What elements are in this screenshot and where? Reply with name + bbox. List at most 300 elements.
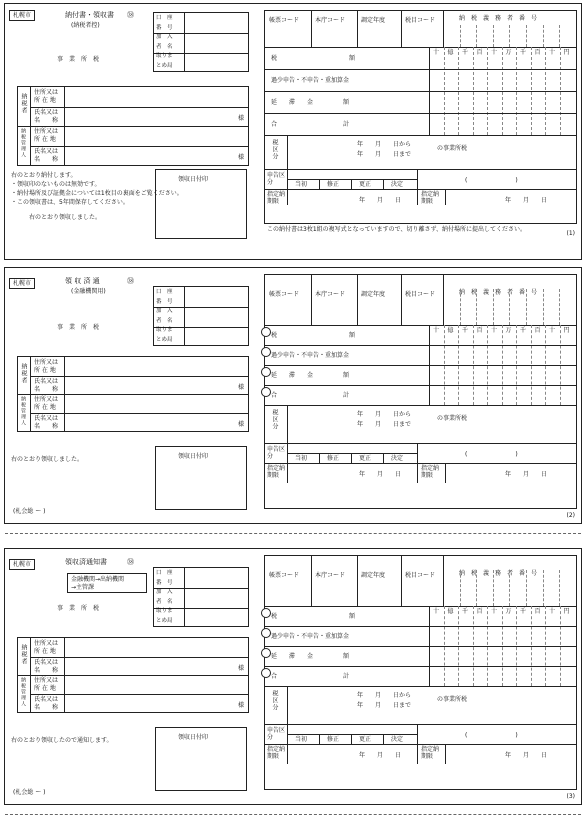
taxpayer-digit-divider (509, 25, 510, 47)
period-suffix: の事業所税 (437, 696, 468, 703)
city-label: 札幌市 (9, 10, 35, 21)
digit-unit: 十 (549, 327, 556, 334)
address-label: 住所又は (34, 640, 59, 647)
amount-row-label: 過少申告・不申告・重加算金 (271, 352, 350, 359)
amount-row-rule (265, 686, 576, 687)
stamp-box (155, 727, 247, 791)
address-label-2: 所 在 地 (34, 367, 56, 374)
amount-row-label: 合 計 (271, 392, 350, 399)
payer-side-label: 納税者 (20, 93, 27, 114)
header-col-divider (357, 556, 358, 606)
amount-row-label: 過少申告・不申告・重加算金 (271, 633, 350, 640)
row-marker (261, 608, 271, 618)
form-sheet-2 (4, 267, 582, 524)
form-badge: ㊳ (127, 11, 134, 19)
amount-row-rule (265, 135, 576, 136)
filing-type: 修正 (327, 181, 340, 188)
filing-type: 当初 (295, 181, 308, 188)
account-divider (184, 287, 185, 345)
sama-label: 様 (237, 383, 244, 391)
digit-unit: 万 (505, 49, 512, 56)
period-to: 年 月 日まで (357, 421, 412, 428)
account-row-label: 番 号 (156, 298, 173, 305)
digit-unit: 円 (563, 49, 570, 56)
footnote: この納付書は3枚1組の複写式となっていますので、切り離さず、納付場所に提出してください。 (267, 226, 527, 233)
due-ymd-2: 年 月 日 (505, 197, 548, 204)
filing-type: 決定 (391, 455, 404, 462)
digit-unit: 千 (462, 49, 469, 56)
name-label-2: 名 称 (34, 155, 59, 163)
address-label-2: 所 在 地 (34, 648, 56, 655)
due-divider (287, 744, 288, 764)
column-header: 帳票コード (269, 572, 300, 579)
account-row-label: 番 号 (156, 24, 173, 31)
digit-unit: 億 (447, 49, 454, 56)
digit-unit: 千 (462, 327, 469, 334)
tax-grid (264, 274, 577, 509)
period-rule (265, 724, 576, 725)
form-badge: ㊳ (127, 558, 134, 566)
filing-rule (265, 744, 576, 745)
filing-label: 申告区分 (267, 446, 286, 460)
filing-right-divider (417, 443, 418, 463)
period-rule (265, 443, 576, 444)
header-rule (265, 606, 576, 607)
amount-row-label: 合 計 (271, 121, 350, 128)
account-row-label: とめ局 (156, 62, 173, 69)
header-col-divider (311, 11, 312, 47)
due-label: 指定納期限 (267, 465, 286, 479)
digit-unit: 十 (549, 608, 556, 615)
taxpayer-number-header: 納 税 義 務 者 番 号 (459, 15, 538, 22)
row-rule (30, 694, 248, 695)
account-box (153, 567, 249, 627)
form-sheet-3 (4, 548, 582, 805)
filing-right-divider (417, 724, 418, 744)
account-row-label: 者 名 (156, 598, 173, 605)
row-marker (261, 387, 271, 397)
form-badge: ㊳ (127, 277, 134, 285)
form-subtitle: (金融機関用) (71, 288, 106, 295)
account-row-label: 口 座 (156, 289, 173, 295)
row-marker (261, 628, 271, 638)
column-header: 本庁コード (315, 17, 346, 24)
taxpayer-digit-divider (509, 289, 510, 325)
row-rule (30, 376, 248, 377)
column-header: 帳票コード (269, 17, 300, 24)
amount-row-label: 税 額 (271, 55, 356, 62)
statement-line: ・領収印のないものは無効です。 (11, 181, 101, 188)
filing-type-divider (319, 453, 320, 463)
account-row-label: 取りま (156, 327, 173, 333)
account-row-label: 番 号 (156, 579, 173, 586)
due-mid-divider (417, 189, 418, 205)
sama-label: 様 (237, 114, 244, 122)
block-mid (18, 126, 248, 127)
taxpayer-digit-divider (543, 25, 544, 47)
due-ymd: 年 月 日 (359, 197, 402, 204)
digit-unit: 十 (491, 608, 498, 615)
filing-type: 修正 (327, 455, 340, 462)
taxpayer-digit-divider (543, 570, 544, 606)
filing-kakko: ( ) (465, 177, 518, 184)
header-col-divider (311, 275, 312, 325)
amount-row-label: 税 額 (271, 613, 356, 620)
account-divider (184, 13, 185, 71)
taxpayer-digit-divider (543, 289, 544, 325)
amount-row-rule (265, 113, 576, 114)
row-marker (261, 347, 271, 357)
amount-row-rule (265, 69, 576, 70)
routing-line-2: →主管課 (71, 584, 95, 591)
address-label: 住所又は (34, 89, 59, 96)
name-label-2: 名 称 (34, 666, 59, 674)
filing-type-divider (383, 734, 384, 744)
routing-box (67, 573, 147, 593)
period-suffix: の事業所税 (437, 145, 468, 152)
due-mid-divider (417, 463, 418, 483)
account-row-label: 加 入 (156, 34, 173, 40)
address-label: 住所又は (34, 128, 59, 135)
account-row-label: とめ局 (156, 617, 173, 624)
digit-unit: 十 (433, 608, 440, 615)
form-title: 領収済通知書 (65, 558, 107, 566)
column-header: 調定年度 (361, 17, 386, 24)
statement-line: 右のとおり納付します。 (11, 172, 77, 179)
row-marker (261, 327, 271, 337)
column-header: 本庁コード (315, 572, 346, 579)
period-rule (265, 169, 576, 170)
due-ymd-2: 年 月 日 (505, 752, 548, 759)
filing-mid-rule (287, 453, 417, 454)
digit-unit: 億 (447, 608, 454, 615)
filing-label: 申告区分 (267, 172, 286, 186)
account-row-label: とめ局 (156, 336, 173, 343)
digit-unit: 百 (534, 49, 541, 56)
taxpayer-digit-divider (493, 570, 494, 606)
filing-type-divider (383, 453, 384, 463)
sama-label: 様 (237, 664, 244, 672)
taxpayer-digit-divider (493, 25, 494, 47)
filing-type: 決定 (391, 181, 404, 188)
tax-grid (264, 555, 577, 790)
filing-type-divider (319, 734, 320, 744)
header-col-divider (357, 11, 358, 47)
account-row-label: 者 名 (156, 317, 173, 324)
header-col-divider (401, 556, 402, 606)
filing-rule (265, 463, 576, 464)
row-rule (30, 657, 248, 658)
address-label: 住所又は (34, 677, 59, 684)
filing-rule (265, 189, 576, 190)
statement-line: 右のとおり領収しました。 (11, 456, 84, 463)
taxpayer-digit-divider (476, 25, 477, 47)
filing-type: 更正 (359, 181, 372, 188)
form-sheet-1 (4, 3, 582, 260)
due-ymd: 年 月 日 (359, 752, 402, 759)
row-marker (261, 367, 271, 377)
due-right-divider (445, 463, 446, 483)
digit-unit: 十 (491, 49, 498, 56)
due-divider (287, 463, 288, 483)
name-label: 氏名又は (34, 147, 59, 155)
digit-unit: 十 (549, 49, 556, 56)
digit-unit: 百 (534, 608, 541, 615)
statement-line: 右のとおり領収したので通知します。 (11, 737, 113, 744)
name-label: 氏名又は (34, 414, 59, 422)
form-title: 納付書・領収書 (65, 11, 114, 19)
filing-label: 申告区分 (267, 727, 286, 741)
filing-type: 当初 (295, 455, 308, 462)
account-row-label: 加 入 (156, 589, 173, 595)
amount-row-rule (265, 385, 576, 386)
address-label: 住所又は (34, 359, 59, 366)
office-tax-label: 事 業 所 税 (57, 605, 100, 612)
name-label: 氏名又は (34, 658, 59, 666)
taxpayer-divider (443, 11, 444, 47)
column-header: 調定年度 (361, 572, 386, 579)
page-label: (1) (566, 230, 575, 237)
taxpayer-digit-divider (526, 289, 527, 325)
manager-side-label: 納税管理人 (20, 677, 26, 707)
name-label: 氏名又は (34, 695, 59, 703)
column-header: 帳票コード (269, 291, 300, 298)
routing-line-1: 金融機関→出納機関 (71, 576, 125, 583)
period-from: 年 月 日から (357, 141, 412, 148)
address-label-2: 所 在 地 (34, 685, 56, 692)
digit-unit: 十 (433, 327, 440, 334)
reference-code: (札会総 ー ) (13, 789, 46, 796)
row-rule (30, 107, 248, 108)
taxpayer-digit-divider (493, 289, 494, 325)
payer-block (17, 637, 249, 713)
header-col-divider (311, 556, 312, 606)
payer-side-label: 納税者 (20, 363, 27, 384)
name-label-2: 名 称 (34, 385, 59, 393)
period-divider (287, 135, 288, 169)
due-label: 指定納期限 (267, 746, 286, 760)
taxpayer-digit-divider (559, 25, 560, 47)
amount-row-label: 税 額 (271, 332, 356, 339)
taxpayer-digit-divider (526, 25, 527, 47)
digit-unit: 百 (476, 608, 483, 615)
sama-label: 様 (237, 153, 244, 161)
digit-unit: 円 (563, 327, 570, 334)
column-header: 税目コード (405, 291, 436, 298)
period-divider (287, 686, 288, 724)
sama-label: 様 (237, 420, 244, 428)
reference-code: (札会総 ー ) (13, 508, 46, 515)
period-from: 年 月 日から (357, 411, 412, 418)
taxpayer-digit-divider (460, 289, 461, 325)
filing-type: 更正 (359, 736, 372, 743)
stamp-box (155, 446, 247, 510)
column-header: 調定年度 (361, 291, 386, 298)
period-divider (287, 405, 288, 443)
amount-row-rule (265, 646, 576, 647)
name-label: 氏名又は (34, 377, 59, 385)
name-label: 氏名又は (34, 108, 59, 116)
taxpayer-digit-divider (559, 289, 560, 325)
digit-unit: 円 (563, 608, 570, 615)
amount-row-rule (265, 666, 576, 667)
digit-unit: 百 (476, 49, 483, 56)
due-label-2: 指定納期限 (421, 465, 440, 479)
filing-type: 決定 (391, 736, 404, 743)
digit-unit: 十 (491, 327, 498, 334)
statement-line: ・この領収書は、5年間保存してください。 (11, 199, 129, 206)
account-divider (184, 568, 185, 626)
address-label-2: 所 在 地 (34, 404, 56, 411)
office-tax-label: 事 業 所 税 (57, 324, 100, 331)
row-rule (30, 146, 248, 147)
due-ymd: 年 月 日 (359, 471, 402, 478)
filing-type-divider (383, 179, 384, 189)
amount-row-label: 延 滞 金 額 (271, 99, 350, 106)
filing-mid-rule (287, 179, 417, 180)
account-row-label: 加 入 (156, 308, 173, 314)
digit-unit: 十 (433, 49, 440, 56)
filing-type: 当初 (295, 736, 308, 743)
amount-row-label: 合 計 (271, 673, 350, 680)
manager-side-label: 納税管理人 (20, 128, 26, 158)
block-mid (18, 394, 248, 395)
block-mid (18, 675, 248, 676)
digit-unit: 百 (476, 327, 483, 334)
form-subtitle: (納税者控) (71, 22, 100, 29)
city-label: 札幌市 (9, 559, 35, 570)
account-box (153, 286, 249, 346)
digit-unit: 千 (520, 608, 527, 615)
filing-type-divider (351, 453, 352, 463)
due-label-2: 指定納期限 (421, 191, 440, 205)
name-label-2: 名 称 (34, 116, 59, 124)
amount-row-rule (265, 405, 576, 406)
filing-kakko: ( ) (465, 732, 518, 739)
taxpayer-divider (443, 275, 444, 325)
amount-row-label: 過少申告・不申告・重加算金 (271, 77, 350, 84)
name-label-2: 名 称 (34, 703, 59, 711)
statement-line: 右のとおり領収しました。 (29, 214, 102, 221)
taxpayer-digit-divider (559, 570, 560, 606)
amount-row-label: 延 滞 金 額 (271, 372, 350, 379)
column-header: 税目コード (405, 17, 436, 24)
tax-period-label: 税区分 (271, 690, 278, 711)
account-row-label: 口 座 (156, 15, 173, 21)
digit-unit: 百 (534, 327, 541, 334)
account-row-label: 取りま (156, 53, 173, 59)
due-mid-divider (417, 744, 418, 764)
payer-side-label: 納税者 (20, 644, 27, 665)
due-divider (287, 189, 288, 205)
filing-type: 更正 (359, 455, 372, 462)
stamp-label: 領収日付印 (178, 453, 209, 460)
address-label-2: 所 在 地 (34, 136, 56, 143)
header-col-divider (357, 275, 358, 325)
amount-row-rule (265, 91, 576, 92)
digit-unit: 万 (505, 608, 512, 615)
name-label-2: 名 称 (34, 422, 59, 430)
tax-period-label: 税区分 (271, 139, 278, 160)
page-label: (3) (566, 793, 575, 800)
filing-kakko: ( ) (465, 451, 518, 458)
column-header: 本庁コード (315, 291, 346, 298)
period-to: 年 月 日まで (357, 702, 412, 709)
taxpayer-digit-divider (509, 570, 510, 606)
tax-grid (264, 10, 577, 224)
taxpayer-digit-divider (476, 289, 477, 325)
taxpayer-digit-divider (526, 570, 527, 606)
filing-type-divider (351, 179, 352, 189)
digit-unit: 千 (462, 608, 469, 615)
row-marker (261, 668, 271, 678)
due-label: 指定納期限 (267, 191, 286, 205)
filing-type: 修正 (327, 736, 340, 743)
due-ymd-2: 年 月 日 (505, 471, 548, 478)
taxpayer-divider (443, 556, 444, 606)
period-from: 年 月 日から (357, 692, 412, 699)
filing-mid-rule (287, 734, 417, 735)
due-right-divider (445, 189, 446, 205)
account-box (153, 12, 249, 72)
header-rule (265, 325, 576, 326)
row-rule (30, 413, 248, 414)
taxpayer-digit-divider (460, 570, 461, 606)
stamp-box (155, 169, 247, 239)
digit-unit: 千 (520, 327, 527, 334)
filing-type-divider (319, 179, 320, 189)
taxpayer-digit-divider (476, 570, 477, 606)
amount-row-label: 延 滞 金 額 (271, 653, 350, 660)
filing-right-divider (417, 169, 418, 189)
due-right-divider (445, 744, 446, 764)
address-label-2: 所 在 地 (34, 97, 56, 104)
page-label: (2) (566, 512, 575, 519)
account-row-label: 者 名 (156, 43, 173, 50)
due-label-2: 指定納期限 (421, 746, 440, 760)
sama-label: 様 (237, 701, 244, 709)
taxpayer-digit-divider (460, 25, 461, 47)
taxpayer-number-header: 納 税 義 務 者 番 号 (459, 289, 538, 296)
period-suffix: の事業所税 (437, 415, 468, 422)
account-row-label: 取りま (156, 608, 173, 614)
row-marker (261, 648, 271, 658)
taxpayer-number-header: 納 税 義 務 者 番 号 (459, 570, 538, 577)
office-tax-label: 事 業 所 税 (57, 56, 100, 63)
stamp-label: 領収日付印 (178, 734, 209, 741)
payer-block (17, 86, 249, 166)
statement-line: ・納付場所及び証拠金については1枚目の裏面をご覧ください。 (11, 190, 183, 197)
column-header: 税目コード (405, 572, 436, 579)
header-col-divider (401, 275, 402, 325)
manager-side-label: 納税管理人 (20, 396, 26, 426)
form-title: 領 収 済 通 (65, 277, 100, 285)
header-col-divider (401, 11, 402, 47)
filing-type-divider (351, 734, 352, 744)
tax-period-label: 税区分 (271, 409, 278, 430)
digit-unit: 千 (520, 49, 527, 56)
digit-unit: 万 (505, 327, 512, 334)
digit-unit: 億 (447, 327, 454, 334)
header-rule (265, 47, 576, 48)
amount-row-rule (265, 626, 576, 627)
payer-block (17, 356, 249, 432)
address-label: 住所又は (34, 396, 59, 403)
account-row-label: 口 座 (156, 570, 173, 576)
amount-row-rule (265, 345, 576, 346)
stamp-label: 領収日付印 (178, 176, 209, 183)
amount-row-rule (265, 365, 576, 366)
